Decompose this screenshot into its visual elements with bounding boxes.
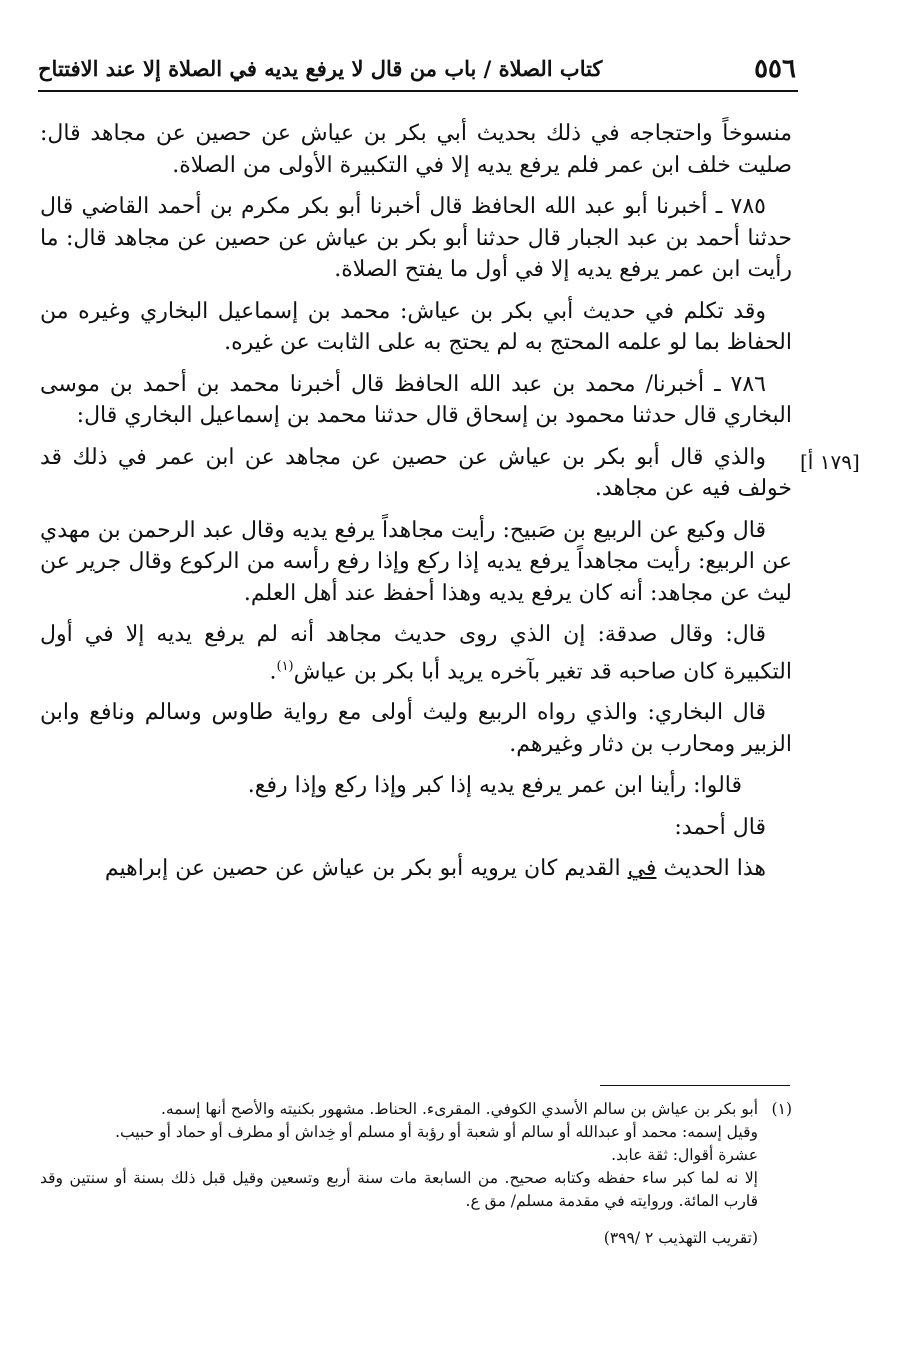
paragraph-8: قال البخاري: والذي رواه الربيع وليث أولى مع رواية طاوس وسالم ونافع وابن الزبير ومحارب بن دثار وغيرهم.	[40, 700, 792, 757]
page-header	[38, 48, 798, 92]
main-text	[40, 118, 792, 895]
footnote-line-2: وقيل إسمه: محمد أو عبدالله أو سالم أو شعبة أو رؤبة أو مسلم أو خِداش أو مطرف أو حماد أو حبيب.	[115, 1123, 758, 1141]
paragraph-7: قال: وقال صدقة: إن الذي روى حديث مجاهد أنه لم يرفع يديه إلا في أول التكبيرة كان صاحبه قد تغير بآخره يريد أبا بكر بن عياش$^{(١)}$.	[40, 622, 792, 684]
footnote-line-3: عشرة أقوال: ثقة عابد.	[611, 1146, 758, 1164]
paragraph-9: قالوا: رأينا ابن عمر يرفع يديه إذا كبر وإذا ركع وإذا رفع.	[247, 773, 742, 799]
margin-folio-note	[800, 450, 880, 474]
paragraph-5: والذي قال أبو بكر بن عياش عن حصين عن مجاهد عن ابن عمر في ذلك قد خولف فيه عن مجاهد.	[40, 444, 792, 501]
paragraph-1: منسوخاً واحتجاجه في ذلك بحديث أبي بكر بن عياش عن حصين عن مجاهد قال: صليت خلف ابن عمر فلم يرفع يديه إلا في التكبيرة الأولى من الصلاة.	[40, 121, 792, 178]
paragraph-10: قال أحمد:	[674, 814, 766, 840]
footnote-number: (١)	[771, 1100, 792, 1118]
paragraph-hadith-786: ٧٨٦ ـ أخبرنا/ محمد بن عبد الله الحافظ قال أخبرنا محمد بن أحمد بن موسى البخاري قال حدثنا محمود بن إسحاق قال حدثنا محمد بن إسماعيل البخاري قال:	[40, 371, 792, 428]
footnote-separator	[600, 1085, 790, 1086]
footnote-marker: (١)	[276, 658, 294, 674]
paragraph-hadith-785: ٧٨٥ ـ أخبرنا أبو عبد الله الحافظ قال أخبرنا أبو بكر مكرم بن أحمد القاضي قال حدثنا أحمد بن عبد الجبار قال حدثنا أبو بكر بن عياش عن حصين عن مجاهد قال: ما رأيت ابن عمر يرفع يديه إلا في أول ما يفتح الصلاة.	[40, 194, 792, 282]
last-paragraph-after: القديم كان يرويه أبو بكر بن عياش عن حصين عن إبراهيم	[104, 856, 628, 882]
footnote-line-4: إلا نه لما كبر ساء حفظه وكتابه صحيح. من السابعة مات سنة أربع وتسعين وقيل قبل ذلك بسنة أو سنتين وقد قارب المائة. وروايته في مقدمة مسلم/ مق ع.	[40, 1169, 758, 1210]
footnote-line-1-text: أبو بكر بن عياش بن سالم الأسدي الكوفي. المقرىء. الحناط. مشهور بكنيته والأصح أنها إسمه.	[160, 1100, 758, 1118]
footnote-source: (تقريب التهذيب ٢ /٣٩٩)	[603, 1229, 758, 1247]
paragraph-11	[40, 853, 792, 885]
running-title: كتاب الصلاة / باب من قال لا يرفع يديه في الصلاة إلا عند الافتتاح	[38, 56, 603, 81]
footnote-line-1	[40, 1098, 792, 1121]
last-paragraph-underlined: في	[627, 856, 657, 882]
last-paragraph-before: هذا الحديث	[656, 856, 766, 882]
paragraph-6: قال وكيع عن الربيع بن صَبيح: رأيت مجاهداً يرفع يديه وقال عبد الرحمن بن مهدي عن الربيع: رأيت مجاهداً يرفع يديه إذا ركع وإذا رفع رأسه من الركوع وقال جرير عن ليث عن مجاهد: أنه كان يرفع يديه وهذا أحفظ عند أهل العلم.	[40, 517, 792, 606]
footnotes	[40, 1098, 792, 1250]
margin-folio-text: [١٧٩ أ]	[800, 450, 860, 474]
page-number: ٥٥٦	[754, 54, 796, 84]
paragraph-3: وقد تكلم في حديث أبي بكر بن عياش: محمد بن إسماعيل البخاري وغيره من الحفاظ بما لو علمه المحتج به لم يحتج به على الثابت عن غيره.	[40, 298, 792, 355]
paragraph-7-text: قال: وقال صدقة: إن الذي روى حديث مجاهد أنه لم يرفع يديه إلا في أول التكبيرة كان صاحبه قد تغير بآخره يريد أبا بكر بن عياش	[40, 622, 792, 684]
